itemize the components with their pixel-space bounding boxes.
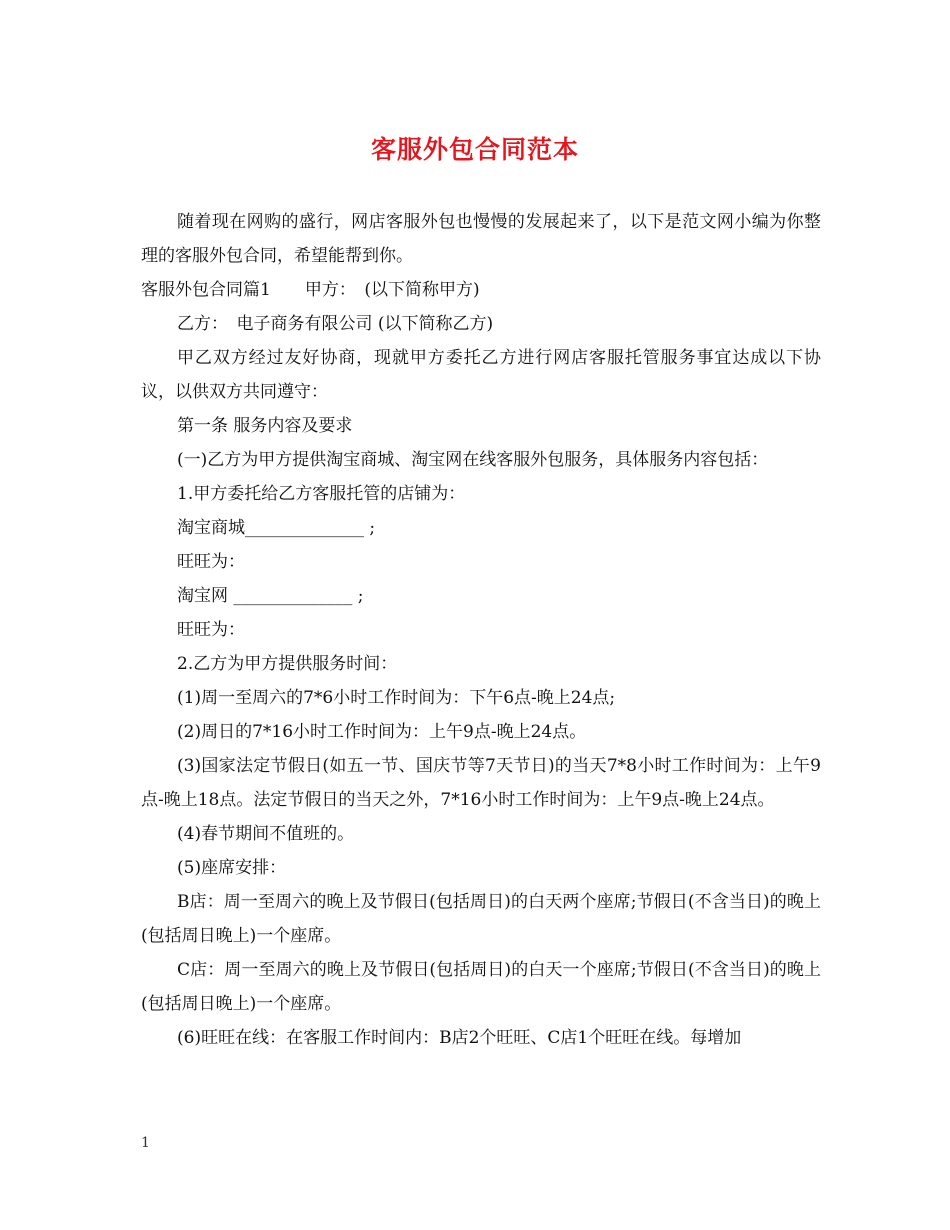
paragraph: 2.乙方为甲方提供服务时间：	[177, 654, 398, 674]
paragraph: 乙方： 电子商务有限公司 (以下简称乙方)	[177, 314, 494, 334]
paragraph: 第一条 服务内容及要求	[177, 416, 353, 436]
page-number: 1	[141, 1135, 150, 1151]
paragraph: 客服外包合同篇1 甲方： (以下简称甲方)	[141, 280, 480, 300]
paragraph: (6)旺旺在线：在客服工作时间内：B店2个旺旺、C店1个旺旺在线。每增加	[177, 1028, 742, 1048]
paragraph: B店：周一至周六的晚上及节假日(包括周日)的白天两个座席;节假日(不含当日)的晚上(包括周日晚上)一个座席。	[141, 892, 821, 946]
paragraph: 1.甲方委托给乙方客服托管的店铺为：	[177, 484, 466, 504]
paragraph: 旺旺为：	[177, 620, 245, 640]
document-title: 客服外包合同范本	[370, 135, 579, 164]
paragraph: 甲乙双方经过友好协商，现就甲方委托乙方进行网店客服托管服务事宜达成以下协议，以供双方共同遵守：	[141, 348, 821, 402]
paragraph: 随着现在网购的盛行，网店客服外包也慢慢的发展起来了，以下是范文网小编为你整理的客服外包合同，希望能帮到你。	[141, 212, 821, 266]
paragraph: (3)国家法定节假日(如五一节、国庆节等7天节日)的当天7*8小时工作时间为：上午9点-晚上18点。法定节假日的当天之外，7*16小时工作时间为：上午9点-晚上24点。	[141, 756, 821, 810]
paragraph: (5)座席安排：	[177, 858, 287, 878]
paragraph: 淘宝网 ______________ ;	[177, 586, 364, 606]
paragraph: (1)周一至周六的7*6小时工作时间为：下午6点-晚上24点;	[177, 688, 616, 708]
paragraph: C店：周一至周六的晚上及节假日(包括周日)的白天一个座席;节假日(不含当日)的晚上(包括周日晚上)一个座席。	[141, 960, 821, 1014]
paragraph: 淘宝商城______________ ;	[177, 518, 376, 538]
document-body	[141, 205, 821, 1055]
paragraph: 旺旺为：	[177, 552, 245, 572]
paragraph: (一)乙方为甲方提供淘宝商城、淘宝网在线客服外包服务，具体服务内容包括：	[177, 450, 769, 470]
paragraph: (2)周日的7*16小时工作时间为：上午9点-晚上24点。	[177, 722, 587, 742]
paragraph: (4)春节期间不值班的。	[177, 824, 355, 844]
